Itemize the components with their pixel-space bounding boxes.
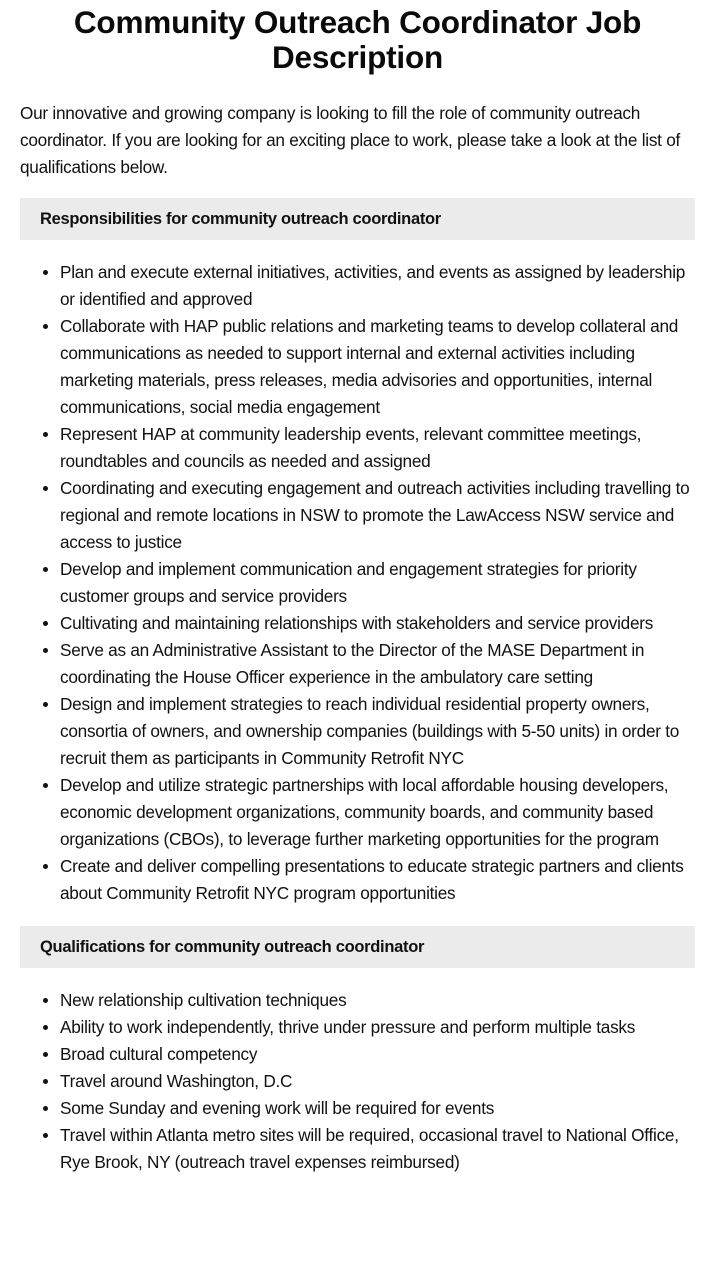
responsibilities-list [20, 259, 695, 907]
list-item-text: Some Sunday and evening work will be required for events [60, 1098, 495, 1118]
bullet-icon [43, 1079, 48, 1084]
bullet-icon [43, 1133, 48, 1138]
bullet-icon [43, 621, 48, 626]
list-item-text: Cultivating and maintaining relationships with stakeholders and service providers [60, 613, 654, 633]
list-item-text: Collaborate with HAP public relations and marketing teams to develop collateral and communications as needed to support internal and external activities including marketing materials, press releases, media advisories and opportunities, internal communications, social media engagement [60, 316, 679, 417]
list-item-text: Coordinating and executing engagement and outreach activities including travelling to regional and remote locations in NSW to promote the LawAccess NSW service and access to justice [60, 478, 690, 552]
list-item-text: Create and deliver compelling presentations to educate strategic partners and clients about Community Retrofit NYC program opportunities [60, 856, 684, 903]
bullet-icon [43, 567, 48, 572]
bullet-icon [43, 1106, 48, 1111]
list-item-text: Design and implement strategies to reach individual residential property owners, consortia of owners, and ownership companies (buildings with 5-50 units) in order to recruit them as participants in Community Retrofit NYC [60, 694, 680, 768]
bullet-icon [43, 270, 48, 275]
list-item [60, 987, 695, 1014]
bullet-icon [43, 1025, 48, 1030]
list-item-text: Broad cultural competency [60, 1044, 258, 1064]
bullet-icon [43, 324, 48, 329]
bullet-icon [43, 783, 48, 788]
bullet-icon [43, 702, 48, 707]
list-item-text: Travel within Atlanta metro sites will be required, occasional travel to National Office, Rye Brook, NY (outreach travel expenses reimbursed) [60, 1125, 679, 1172]
list-item-text: Serve as an Administrative Assistant to the Director of the MASE Department in coordinating the House Officer experience in the ambulatory care setting [60, 640, 645, 687]
list-item-text: New relationship cultivation techniques [60, 990, 347, 1010]
list-item-text: Ability to work independently, thrive under pressure and perform multiple tasks [60, 1017, 636, 1037]
list-item [60, 1095, 695, 1122]
list-item-text: Develop and utilize strategic partnerships with local affordable housing developers, economic development organizations, community boards, and community based organizations (CBOs), to leverage further marketing opportunities for the program [60, 775, 669, 849]
list-item [60, 259, 695, 313]
qualifications-heading: Qualifications for community outreach coordinator [20, 926, 695, 968]
list-item [60, 637, 695, 691]
list-item-text: Represent HAP at community leadership events, relevant committee meetings, roundtables and councils as needed and assigned [60, 424, 642, 471]
list-item [60, 1122, 695, 1176]
list-item [60, 691, 695, 772]
bullet-icon [43, 998, 48, 1003]
responsibilities-section [20, 198, 695, 907]
bullet-icon [43, 486, 48, 491]
page-title: Community Outreach Coordinator Job Description [73, 4, 642, 75]
list-item [60, 475, 695, 556]
bullet-icon [43, 648, 48, 653]
list-item-text: Plan and execute external initiatives, activities, and events as assigned by leadership or identified and approved [60, 262, 686, 309]
bullet-icon [43, 1052, 48, 1057]
list-item [60, 556, 695, 610]
list-item [60, 1041, 695, 1068]
intro-paragraph: Our innovative and growing company is looking to fill the role of community outreach coordinator. If you are looking for an exciting place to work, please take a look at the list of qualifications below. [20, 103, 681, 177]
list-item-text: Develop and implement communication and engagement strategies for priority customer groups and service providers [60, 559, 637, 606]
bullet-icon [43, 864, 48, 869]
list-item [60, 610, 695, 637]
bullet-icon [43, 432, 48, 437]
responsibilities-heading: Responsibilities for community outreach coordinator [20, 198, 695, 240]
qualifications-list [20, 987, 695, 1176]
list-item [60, 772, 695, 853]
list-item [60, 313, 695, 421]
list-item [60, 1068, 695, 1095]
list-item [60, 1014, 695, 1041]
list-item [60, 421, 695, 475]
qualifications-section [20, 926, 695, 1176]
list-item-text: Travel around Washington, D.C [60, 1071, 293, 1091]
list-item [60, 853, 695, 907]
